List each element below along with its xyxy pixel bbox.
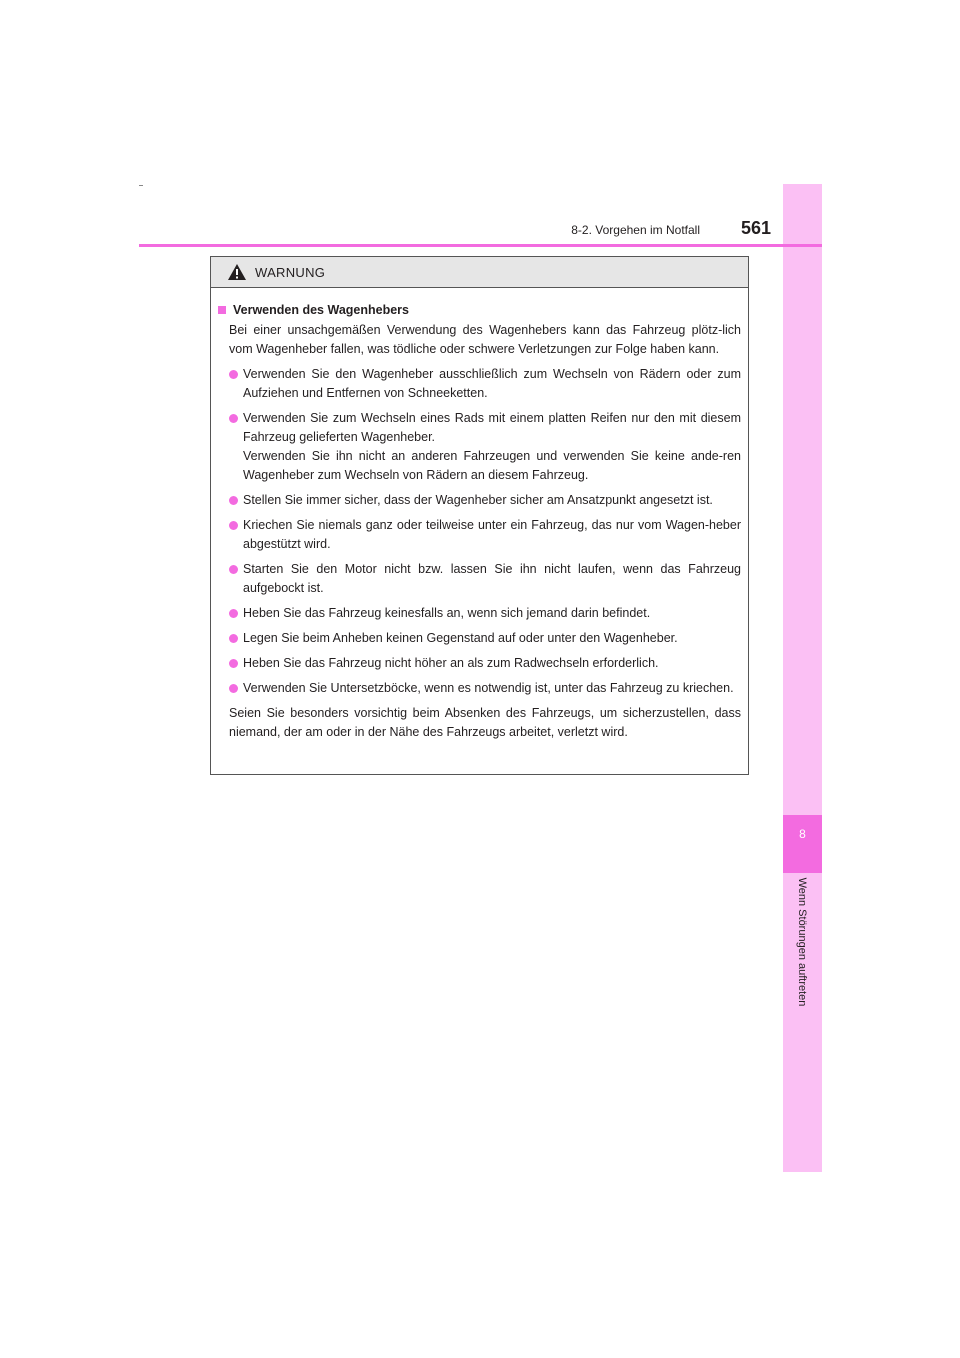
bullet-line: Legen Sie beim Anheben keinen Gegenstand auf oder unter den Wagenheber. <box>243 631 678 645</box>
bullet-text <box>243 365 741 403</box>
chapter-side-tab <box>783 184 822 1172</box>
bullet-item <box>218 679 741 698</box>
warning-heading-text: Verwenden des Wagenhebers <box>233 303 409 317</box>
warning-triangle-icon <box>228 264 246 280</box>
bullet-item <box>218 560 741 598</box>
bullet-text <box>243 654 741 673</box>
bullet-text <box>243 679 741 698</box>
intro-paragraph: Bei einer unsachgemäßen Verwendung des Wagenhebers kann das Fahrzeug plötz-lich vom Wagenheber fallen, was tödliche oder schwere Verletzungen zur Folge haben kann. <box>229 323 741 356</box>
bullet-line: Verwenden Sie zum Wechseln eines Rads mit einem platten Reifen nur den mit diesem Fahrzeug gelieferten Wagenheber. <box>243 411 741 444</box>
warning-header <box>211 257 748 288</box>
page-number: 561 <box>741 218 772 238</box>
bullet-dot-icon <box>229 565 238 574</box>
bullet-item <box>218 409 741 485</box>
bullet-item <box>218 516 741 554</box>
bullet-line: Stellen Sie immer sicher, dass der Wagenheber sicher am Ansatzpunkt angesetzt ist. <box>243 493 713 507</box>
bullet-item <box>218 629 741 648</box>
bullet-dot-icon <box>229 496 238 505</box>
bullet-item <box>218 604 741 623</box>
bullet-line: Starten Sie den Motor nicht bzw. lassen Sie ihn nicht laufen, wenn das Fahrzeug aufgebockt ist. <box>243 562 741 595</box>
chapter-number: 8 <box>799 827 806 841</box>
bullet-text <box>243 560 741 598</box>
chapter-number-box <box>783 815 822 873</box>
bullet-text <box>243 629 741 648</box>
bullet-list <box>218 365 741 698</box>
bullet-text <box>243 409 741 485</box>
bullet-line: Kriechen Sie niemals ganz oder teilweise unter ein Fahrzeug, das nur vom Wagen-heber abgestützt wird. <box>243 518 741 551</box>
bullet-dot-icon <box>229 521 238 530</box>
bullet-line: Heben Sie das Fahrzeug keinesfalls an, wenn sich jemand darin befindet. <box>243 606 651 620</box>
square-bullet-icon <box>218 306 226 314</box>
bullet-dot-icon <box>229 659 238 668</box>
warning-body <box>211 288 748 742</box>
bullet-text <box>243 604 741 623</box>
warning-box <box>210 256 749 775</box>
chapter-title: Wenn Störungen auftreten <box>796 877 808 1007</box>
bullet-dot-icon <box>229 414 238 423</box>
bullet-item <box>218 365 741 403</box>
bullet-dot-icon <box>229 684 238 693</box>
bullet-line: Verwenden Sie den Wagenheber ausschließlich zum Wechseln von Rädern oder zum Aufziehen und Entfernen von Schneeketten. <box>243 367 741 400</box>
warning-title: WARNUNG <box>255 264 326 280</box>
bullet-dot-icon <box>229 609 238 618</box>
bullet-line: Verwenden Sie Untersetzböcke, wenn es notwendig ist, unter das Fahrzeug zu kriechen. <box>243 681 734 695</box>
bullet-item <box>218 491 741 510</box>
bullet-dot-icon <box>229 634 238 643</box>
warning-heading <box>218 301 741 320</box>
bullet-text <box>243 516 741 554</box>
bullet-text <box>243 491 741 510</box>
bullet-dot-icon <box>229 370 238 379</box>
bullet-line: Heben Sie das Fahrzeug nicht höher an als zum Radwechseln erforderlich. <box>243 656 659 670</box>
header-rule <box>139 244 822 247</box>
section-title: 8-2. Vorgehen im Notfall <box>571 223 700 237</box>
bullet-line: Verwenden Sie ihn nicht an anderen Fahrzeugen und verwenden Sie keine ande-ren Wagenheber zum Wechseln von Rädern an diesem Fahrzeug. <box>243 449 741 482</box>
crop-mark <box>139 185 143 186</box>
closing-paragraph: Seien Sie besonders vorsichtig beim Absenken des Fahrzeugs, um sicherzustellen, dass niemand, der am oder in der Nähe des Fahrzeugs arbeitet, verletzt wird. <box>229 706 741 739</box>
bullet-item <box>218 654 741 673</box>
